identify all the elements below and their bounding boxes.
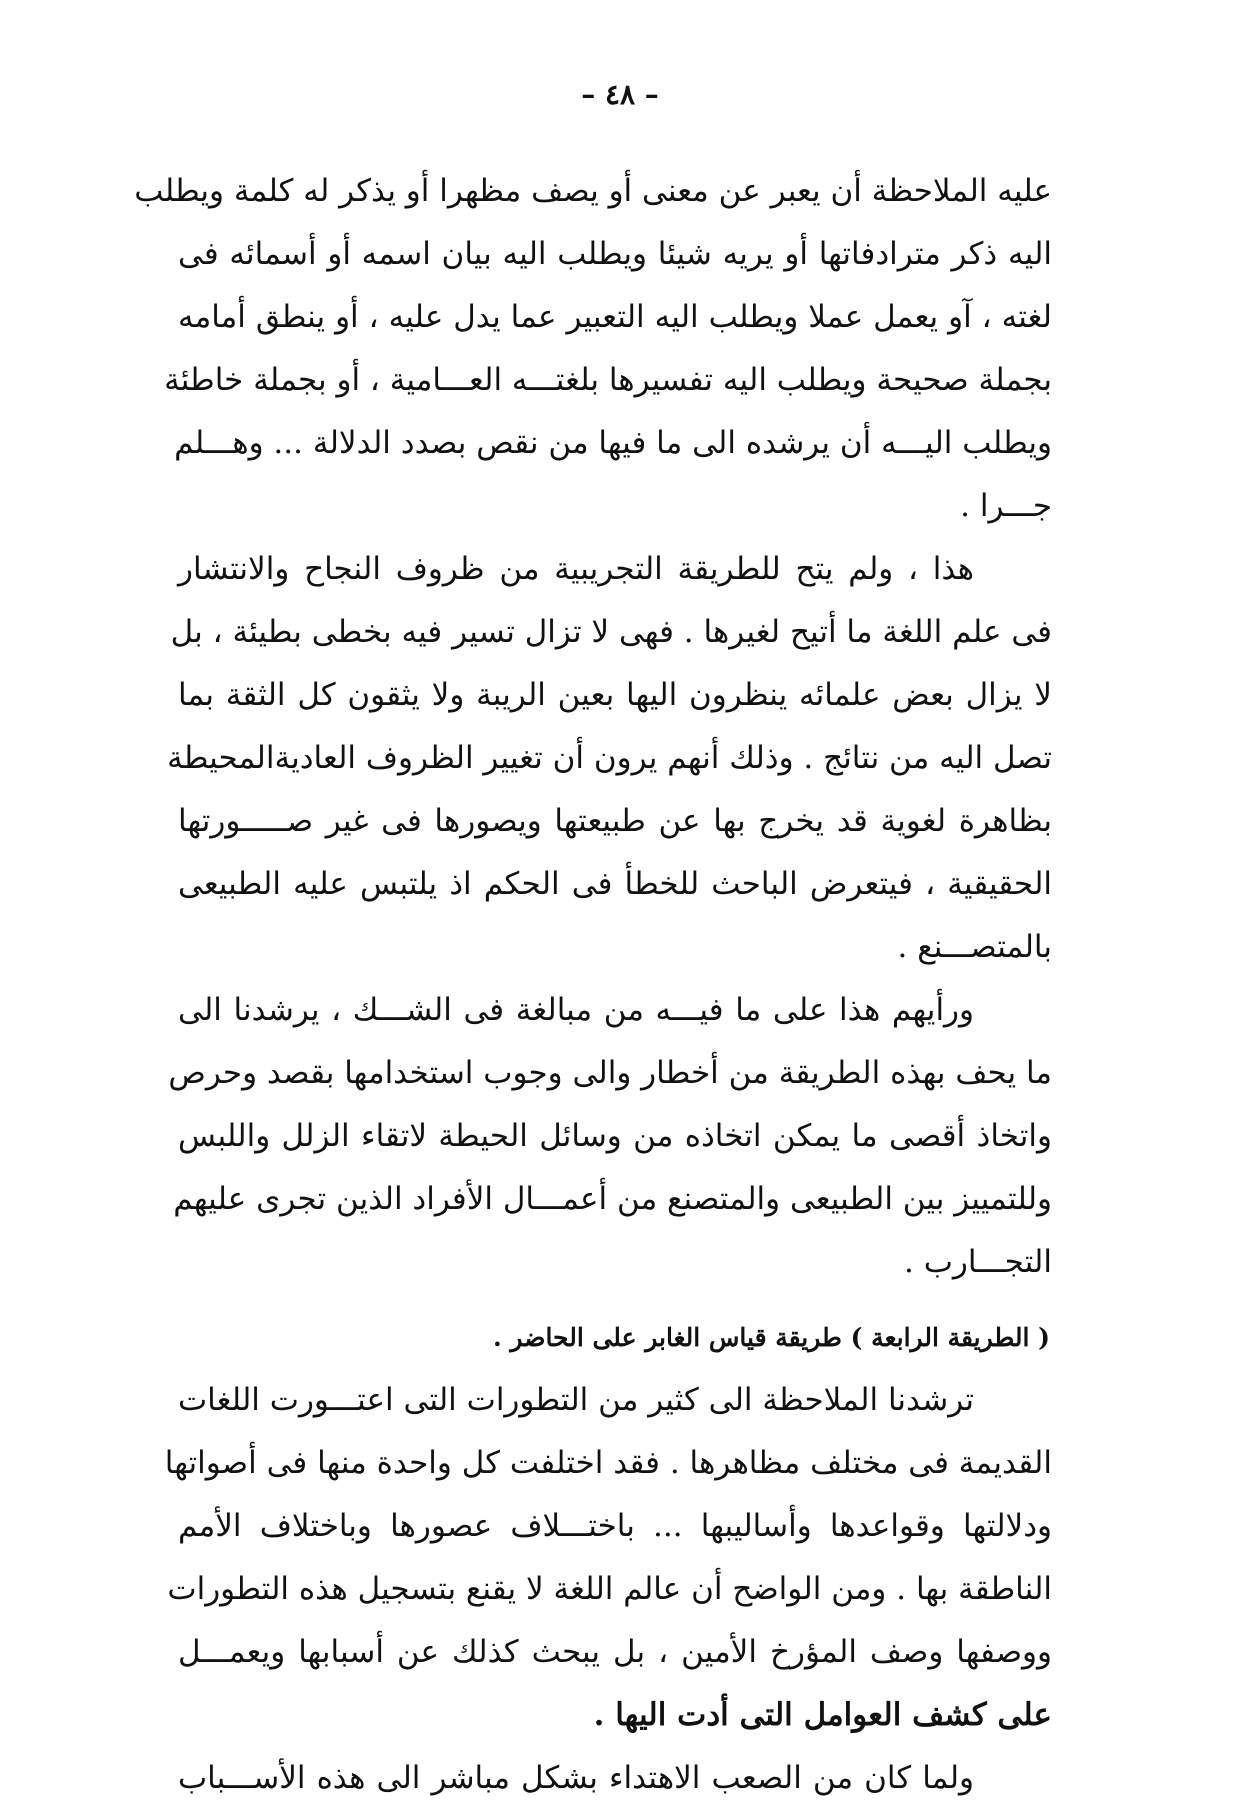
- body-text: [134, 160, 1052, 1810]
- text-line: ولما كان من الصعب الاهتداء بشكل مباشر الى هذه الأســـباب: [178, 1760, 974, 1796]
- text-line: بجملة صحيحة ويطلب اليه تفسيرها بلغتـــه العـــامية ، أو بجملة خاطئة: [164, 362, 1052, 398]
- paragraph: [164, 1369, 1052, 1747]
- text-line: الحقيقية ، فيتعرض الباحث للخطأ فى الحكم اذ يلتبس عليه الطبيعى: [178, 866, 1052, 902]
- text-line: التجـــارب .: [904, 1244, 1052, 1280]
- paragraph: [168, 979, 1052, 1294]
- text-line: الناطقة بها . ومن الواضح أن عالم اللغة لا يقنع بتسجيل هذه التطورات: [167, 1571, 1052, 1607]
- text-line: ووصفها وصف المؤرخ الأمين ، بل يبحث كذلك عن أسبابها ويعمـــل: [178, 1634, 1052, 1670]
- text-line: ودلالتها وقواعدها وأساليبها ... باختـــلاف عصورها وباختلاف الأمم: [178, 1508, 1052, 1544]
- text-line: فى علم اللغة ما أتيح لغيرها . فهى لا تزال تسير فيه بخطى بطيئة ، بل: [170, 614, 1052, 650]
- paragraph: [178, 1747, 1052, 1810]
- text-line: لا يزال بعض علمائه ينظرون اليها بعين الريبة ولا يثقون كل الثقة بما: [178, 677, 1052, 713]
- text-line: واتخاذ أقصى ما يمكن اتخاذه من وسائل الحيطة لاتقاء الزلل واللبس: [178, 1118, 1052, 1154]
- text-line: ترشدنا الملاحظة الى كثير من التطورات التى اعتـــورت اللغات: [178, 1382, 974, 1418]
- text-line: على كشف العوامل التى أدت اليها .: [593, 1697, 1052, 1733]
- text-line: بظاهرة لغوية قد يخرج بها عن طبيعتها ويصورها فى غير صـــــورتها: [178, 803, 1052, 839]
- text-line: القديمة فى مختلف مظاهرها . فقد اختلفت كل واحدة منها فى أصواتها: [164, 1445, 1052, 1481]
- text-line: جـــرا .: [960, 488, 1052, 524]
- paragraph: [167, 538, 1052, 979]
- text-line: وللتمييز بين الطبيعى والمتصنع من أعمـــال الأفراد الذين تجرى عليهم: [173, 1181, 1052, 1217]
- text-line: ما يحف بهذه الطريقة من أخطار والى وجوب استخدامها بقصد وحرص: [168, 1055, 1052, 1091]
- text-line: ورأيهم هذا على ما فيـــه من مبالغة فى الشـــك ، يرشدنا الى: [178, 992, 974, 1028]
- text-line: عليه الملاحظة أن يعبر عن معنى أو يصف مظهرا أو يذكر له كلمة ويطلب: [134, 173, 1052, 209]
- text-line: بالمتصـــنع .: [897, 929, 1052, 965]
- page-number: – ٤٨ –: [581, 78, 659, 111]
- text-line: تصل اليه من نتائج . وذلك أنهم يرون أن تغيير الظروف العاديةالمحيطة: [167, 740, 1052, 776]
- text-line: هذا ، ولم يتح للطريقة التجريبية من ظروف النجاح والانتشار: [178, 551, 974, 587]
- spacer: [178, 1294, 1052, 1306]
- text-line: ويطلب اليـــه أن يرشده الى ما فيها من نقص بصدد الدلالة ... وهـــلم: [174, 425, 1052, 461]
- paragraph: [134, 160, 1052, 538]
- section-heading: ( الطريقة الرابعة ) طريقة قياس الغابر على الحاضر .: [493, 1323, 1050, 1352]
- text-line: لغته ، آو يعمل عملا ويطلب اليه التعبير عما يدل عليه ، أو ينطق أمامه: [178, 299, 1052, 335]
- text-line: اليه ذكر مترادفاتها أو يريه شيئا ويطلب اليه بيان اسمه أو أسمائه فى: [178, 236, 1052, 272]
